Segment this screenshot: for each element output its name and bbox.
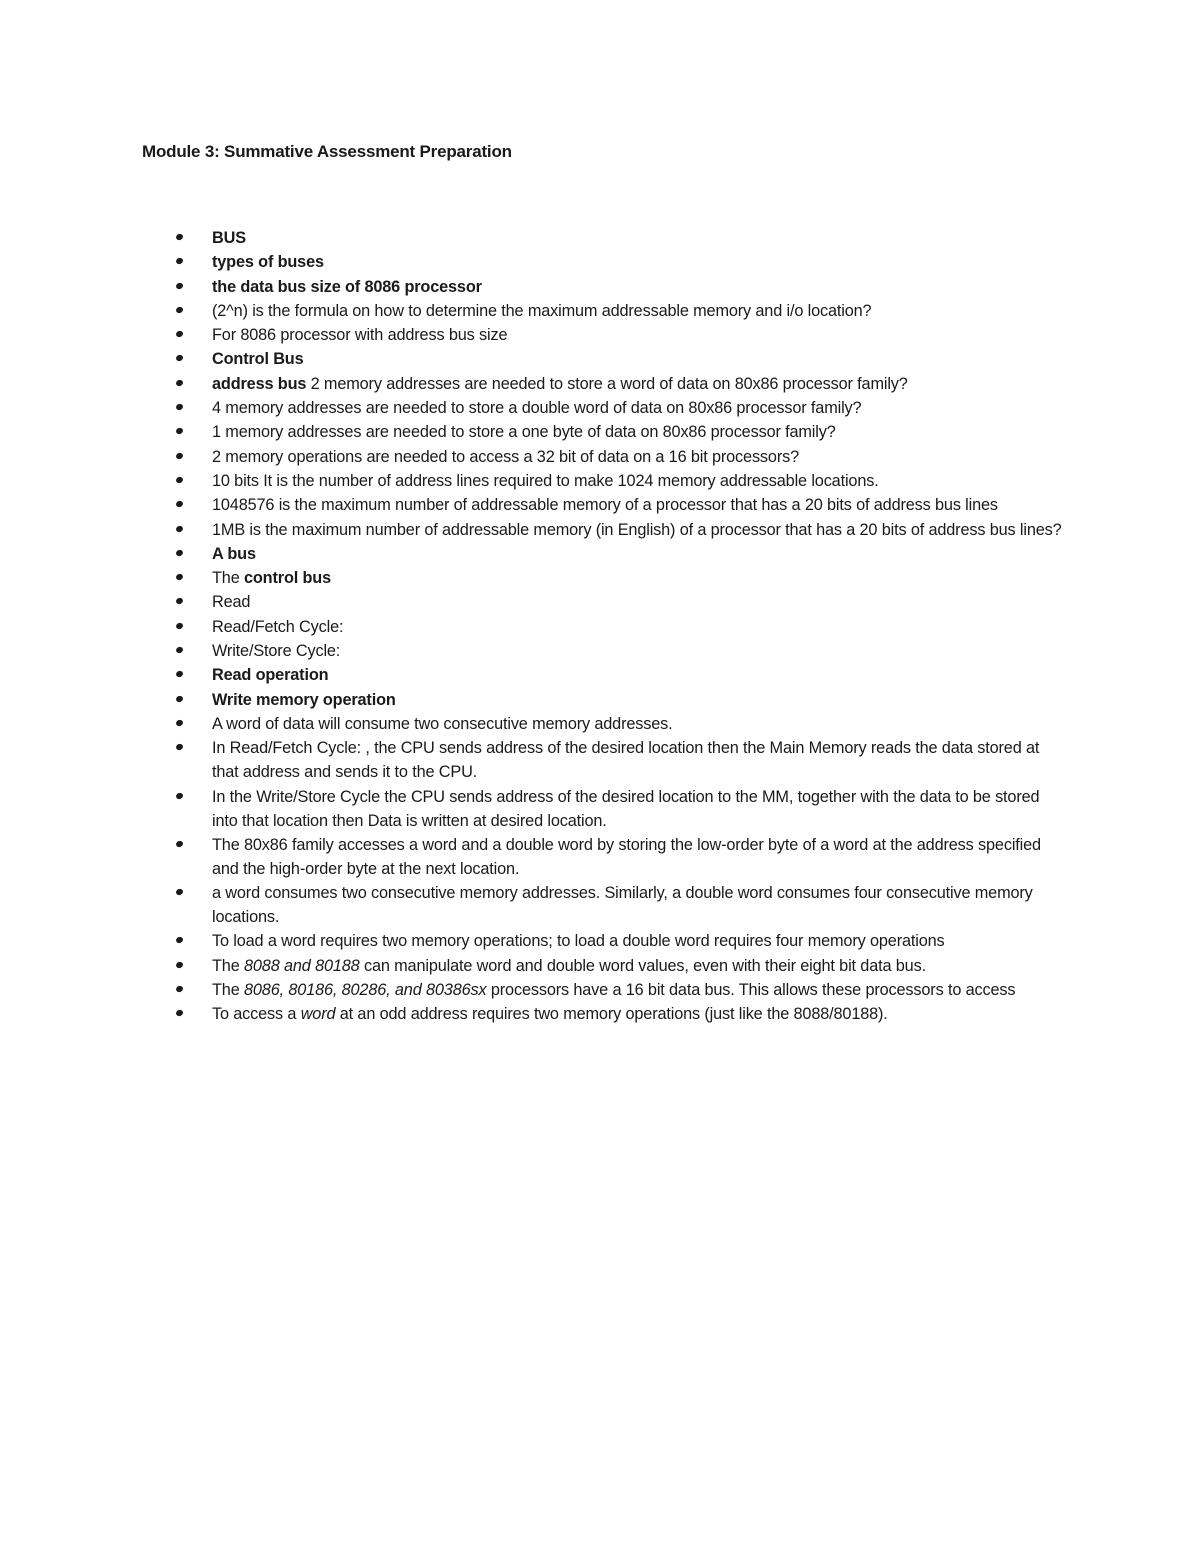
list-item-text: can manipulate word and double word values, even with their eight bit data bus. [359, 956, 926, 975]
bullet-dot-icon [175, 500, 184, 508]
list-item-text: A bus [212, 544, 256, 563]
list-item [172, 615, 1062, 639]
list-item [172, 1002, 1062, 1026]
list-item-text: 2 memory operations are needed to access a 32 bit of data on a 16 bit processors? [212, 447, 799, 466]
list-item-text: 1 memory addresses are needed to store a one byte of data on 80x86 processor family? [212, 423, 836, 442]
list-item [172, 347, 1062, 371]
list-item [172, 833, 1062, 881]
page-title: Module 3: Summative Assessment Preparation [142, 142, 512, 161]
list-item [172, 226, 1062, 250]
list-item-text: The [212, 981, 244, 1000]
list-item [172, 688, 1062, 712]
bullet-dot-icon [175, 379, 184, 387]
list-item [172, 493, 1062, 517]
list-item [172, 518, 1062, 542]
list-item-text: a word consumes two consecutive memory addresses. Similarly, a double word consumes four consecutive memory locations. [212, 884, 1033, 927]
list-item-text: word [300, 1005, 336, 1024]
list-item [172, 566, 1062, 590]
bullet-dot-icon [175, 573, 184, 581]
bullet-dot-icon [175, 257, 184, 265]
list-item [172, 639, 1062, 663]
list-item-text: Read operation [212, 666, 329, 685]
list-item-text: Control Bus [212, 350, 304, 369]
list-item-text: For 8086 processor with address bus size [212, 326, 508, 345]
list-item [172, 396, 1062, 420]
list-item [172, 275, 1062, 299]
bullet-dot-icon [175, 622, 184, 630]
list-item-text: 4 memory addresses are needed to store a double word of data on 80x86 processor family? [212, 399, 862, 418]
list-item [172, 954, 1062, 978]
list-item-text: (2^n) is the formula on how to determine the maximum addressable memory and i/o location? [212, 301, 872, 320]
bullet-dot-icon [175, 840, 184, 848]
list-item [172, 785, 1062, 833]
list-item-text: 2 memory addresses are needed to store a word of data on 80x86 processor family? [306, 374, 908, 393]
list-item-text: processors have a 16 bit data bus. This allows these processors to access [486, 981, 1016, 1000]
list-item [172, 590, 1062, 614]
list-item-text: Write/Store Cycle: [212, 642, 341, 661]
bullet-dot-icon [175, 403, 184, 411]
list-item-text: The [212, 569, 244, 588]
bullet-dot-icon [175, 792, 184, 800]
bullet-dot-icon [175, 306, 184, 314]
bullet-dot-icon [175, 985, 184, 993]
list-item-text: To load a word requires two memory operations; to load a double word requires four memory operations [212, 932, 945, 951]
list-item [172, 299, 1062, 323]
list-item-text: A word of data will consume two consecutive memory addresses. [212, 714, 673, 733]
bullet-dot-icon [175, 330, 184, 338]
list-item-text: types of buses [212, 253, 324, 272]
list-item [172, 542, 1062, 566]
list-item [172, 323, 1062, 347]
list-item-text: the data bus size of 8086 processor [212, 277, 482, 296]
list-item-text: To access a [212, 1005, 301, 1024]
bullet-dot-icon [175, 695, 184, 703]
bullet-dot-icon [175, 743, 184, 751]
bullet-dot-icon [175, 476, 184, 484]
list-item-text: Read [212, 593, 251, 612]
list-item [172, 420, 1062, 444]
bullet-dot-icon [175, 670, 184, 678]
list-item [172, 250, 1062, 274]
list-item [172, 929, 1062, 953]
bullet-dot-icon [175, 646, 184, 654]
list-item-text: 1MB is the maximum number of addressable memory (in English) of a processor that has a 20 bits of address bus lines? [212, 520, 1062, 539]
list-item-text: control bus [243, 569, 331, 588]
list-item-text: 10 bits It is the number of address lines required to make 1024 memory addressable locations. [212, 471, 879, 490]
bullet-dot-icon [175, 452, 184, 460]
list-item [172, 881, 1062, 929]
list-item [172, 736, 1062, 784]
bullet-dot-icon [175, 282, 184, 290]
list-item [172, 469, 1062, 493]
list-item-text: 1048576 is the maximum number of addressable memory of a processor that has a 20 bits of address bus lines [212, 496, 998, 515]
bullet-list [172, 226, 1062, 1027]
list-item [172, 978, 1062, 1002]
list-item-text: address bus [212, 374, 307, 393]
bullet-dot-icon [175, 719, 184, 727]
list-item-text: Write memory operation [212, 690, 396, 709]
list-item [172, 372, 1062, 396]
bullet-dot-icon [175, 525, 184, 533]
list-item-text: In the Write/Store Cycle the CPU sends address of the desired location to the MM, together with the data to be stored into that location then Data is written at desired location. [212, 787, 1040, 830]
list-item-text: Read/Fetch Cycle: [212, 617, 344, 636]
bullet-dot-icon [175, 936, 184, 944]
bullet-dot-icon [175, 888, 184, 896]
list-item-text: 8088 and 80188 [243, 956, 360, 975]
bullet-dot-icon [175, 1009, 184, 1017]
bullet-dot-icon [175, 961, 184, 969]
list-item [172, 712, 1062, 736]
list-item-text: The [212, 956, 244, 975]
list-item-text: BUS [212, 229, 246, 247]
bullet-dot-icon [175, 597, 184, 605]
bullet-dot-icon [175, 233, 184, 241]
bullet-dot-icon [175, 427, 184, 435]
bullet-dot-icon [175, 354, 184, 362]
list-item-text: The 80x86 family accesses a word and a double word by storing the low-order byte of a word at the address specified and the high-order byte at the next location. [212, 835, 1041, 878]
list-item-text: at an odd address requires two memory operations (just like the 8088/80188). [335, 1005, 888, 1024]
list-item [172, 663, 1062, 687]
list-item-text: In Read/Fetch Cycle: , the CPU sends address of the desired location then the Main Memory reads the data stored at that address and sends it to the CPU. [212, 739, 1040, 782]
list-item-text: 8086, 80186, 80286, and 80386sx [243, 981, 487, 1000]
list-item [172, 445, 1062, 469]
bullet-dot-icon [175, 549, 184, 557]
